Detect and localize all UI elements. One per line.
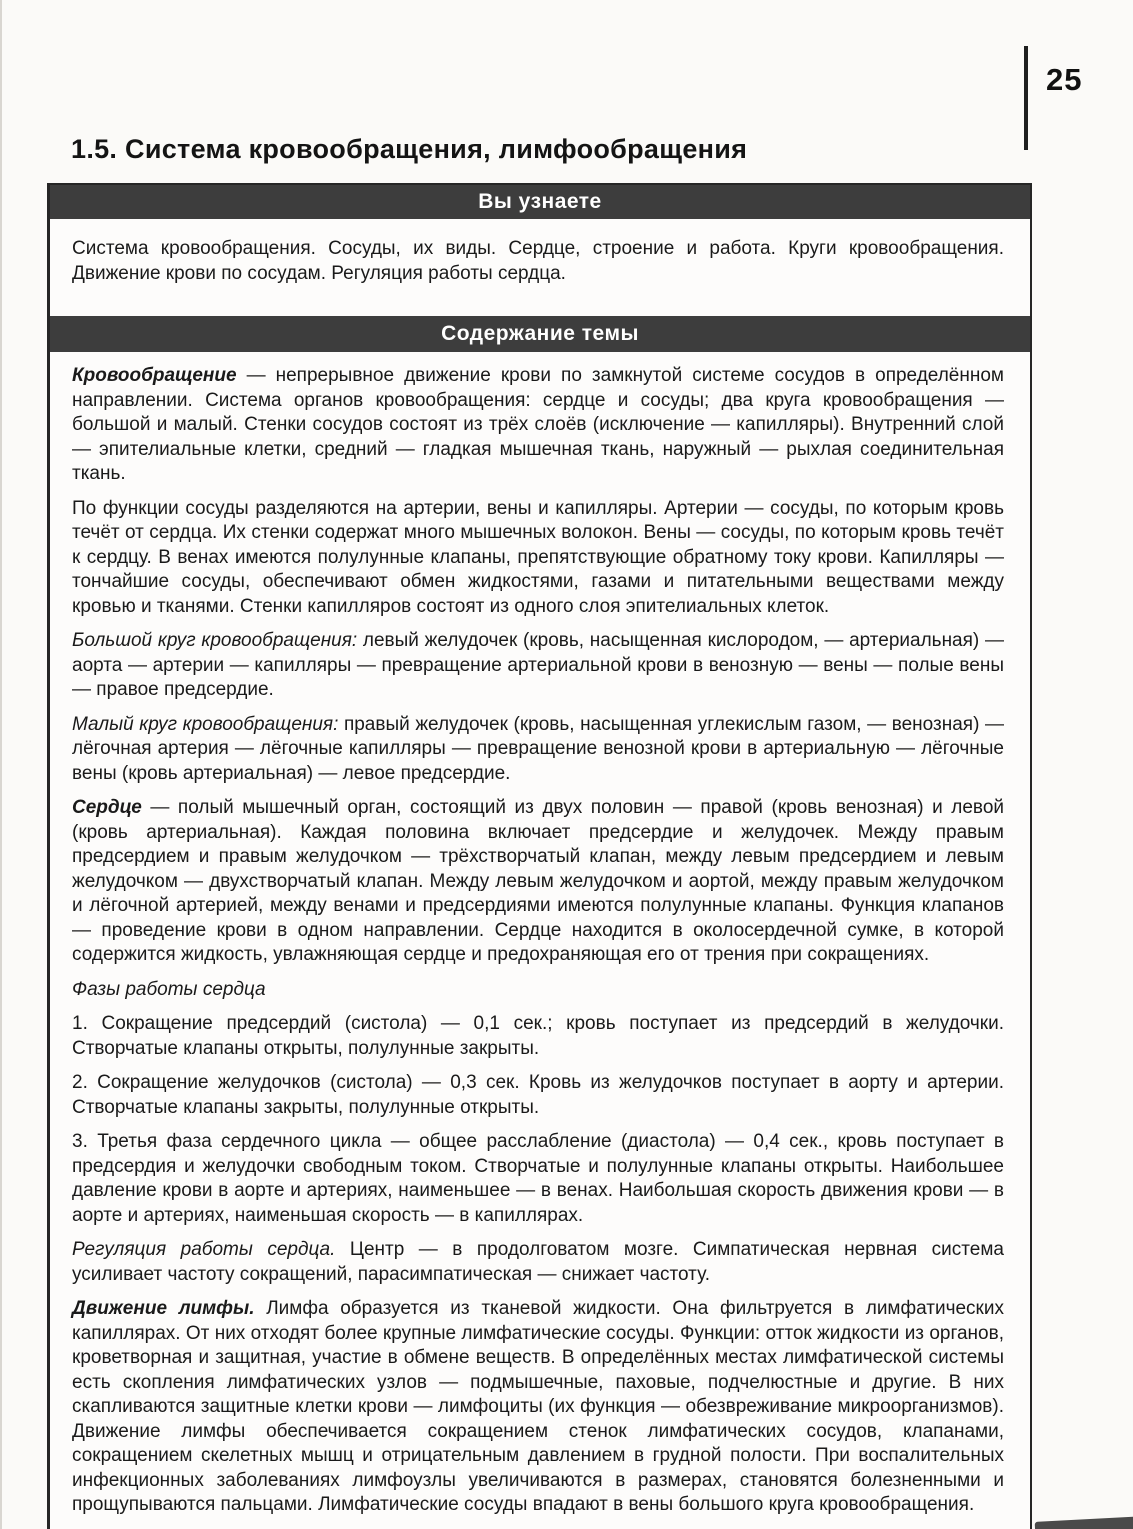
paragraph: 3. Третья фаза сердечного цикла — общее расслабление (диастола) — 0,4 сек., кровь поступает в предсердия и желудочки свободным током. Створчатые и полулунные клапаны открыты. Наибольшее давление крови в аорте и артериях, наименьшее — в венах. Наибольшая скорость движения крови — в аорте и артериях, наименьшая скорость — в капиллярах. bbox=[72, 1131, 1004, 1226]
topic-content-header: Содержание темы bbox=[50, 316, 1030, 352]
paragraph-lead: Фазы работы сердца bbox=[72, 978, 266, 1000]
paragraph-lead: Регуляция работы сердца. bbox=[72, 1239, 336, 1260]
you-will-learn-body: Система кровообращения. Сосуды, их виды. Сердце, строение и работа. Круги кровообращения. Движение крови по сосудам. Регуляция работы сердца. bbox=[72, 238, 1004, 284]
paragraph: 2. Сокращение желудочков (систола) — 0,3 сек. Кровь из желудочков поступает в аорту и артерии. Створчатые клапаны закрыты, полулунные открыты. bbox=[72, 1072, 1004, 1118]
page-number-divider bbox=[1024, 46, 1028, 150]
paragraph-lead: Большой круг кровообращения: bbox=[72, 630, 358, 651]
page-number: 25 bbox=[1046, 62, 1083, 97]
paragraph-lead: Сердце bbox=[72, 797, 142, 818]
paragraph: По функции сосуды разделяются на артерии, вены и капилляры. Артерии — сосуды, по которым кровь течёт от сердца. Их стенки содержат много мышечных волокон. Вены — сосуды, по которым кровь течёт к сердцу. В венах имеются полулунные клапаны, препятствующие обратному току крови. Капилляры — тончайшие сосуды, обеспечивают обмен жидкостями, газами и питательными веществами между кровью и тканями. Стенки капилляров состоят из одного слоя эпителиальных клеток. bbox=[72, 497, 1004, 617]
paragraph bbox=[72, 978, 1004, 1003]
scan-edge-artifact bbox=[1035, 1516, 1133, 1529]
paragraph: Большой круг кровообращения: левый желудочек (кровь, насыщенная кислородом, — артериальная) — аорта — артерии — капилляры — превращение артериальной крови в венозную — вены — полые вены — правое предсердие. bbox=[72, 630, 1004, 700]
paragraph-lead: Кровообращение bbox=[72, 365, 237, 386]
paragraph: Движение лимфы. Лимфа образуется из тканевой жидкости. Она фильтруется в лимфатических капиллярах. От них отходят более крупные лимфатические сосуды. Функции: отток жидкости из органов, кроветворная и защитная, участие в обмене веществ. В определённых местах лимфатической системы есть скопления лимфатических узлов — подмышечные, паховые, подчелюстные и другие. В них скапливаются защитные клетки крови — лимфоциты (их функция — обезвреживание микроорганизмов). Движение лимфы обеспечивается сокращением стенок лимфатических сосудов, клапанами, сокращением скелетных мышц и отрицательным давлением в грудной полости. При воспалительных инфекционных заболеваниях лимфоузлы увеличиваются в размерах, становятся болезненными и прощупываются пальцами. Лимфатические сосуды впадают в вены большого круга кровообращения. bbox=[72, 1298, 1004, 1515]
paragraph: Регуляция работы сердца. Центр — в продолговатом мозге. Симпатическая нервная система усиливает частоту сокращений, парасимпатическая — снижает частоту. bbox=[72, 1239, 1004, 1285]
section-title: 1.5. Система кровообращения, лимфообращения bbox=[71, 134, 748, 164]
paragraph-lead: Малый круг кровообращения: bbox=[72, 713, 339, 735]
paragraph: Кровообращение — непрерывное движение крови по замкнутой системе сосудов в определённом направлении. Система органов кровообращения: сердце и сосуды; два круга кровообращения — большой и малый. Стенки сосудов состоят из трёх слоёв (исключение — капилляры). Внутренний слой — эпителиальные клетки, средний — гладкая мышечная ткань, наружный — рыхлая соединительная ткань. bbox=[72, 365, 1004, 484]
you-will-learn-header: Вы узнаете bbox=[50, 185, 1030, 219]
paragraph-lead: Движение лимфы. bbox=[72, 1298, 255, 1319]
paragraph: 1. Сокращение предсердий (систола) — 0,1 сек.; кровь поступает из предсердий в желудочки. Створчатые клапаны открыты, полулунные закрыты. bbox=[72, 1013, 1004, 1059]
paragraph: Малый круг кровообращения: правый желудочек (кровь, насыщенная углекислым газом, — венозная) — лёгочная артерия — лёгочные капилляры — превращение венозной крови в артериальную — лёгочные вены (кровь артериальная) — левое предсердие. bbox=[72, 713, 1004, 784]
topic-paragraphs bbox=[50, 352, 1030, 1529]
content-box bbox=[47, 183, 1032, 1529]
scan-gutter-line bbox=[0, 0, 2, 1529]
paragraph: Сердце — полый мышечный орган, состоящий из двух половин — правой (кровь венозная) и левой (кровь артериальная). Каждая половина включает предсердие и желудочек. Между правым предсердием и правым желудочком — трёхстворчатый клапан, между левым предсердием и левым желудочком — двухстворчатый клапан. Между левым желудочком и аортой, между правым желудочком и лёгочной артерией, между венами и предсердиями имеются полулунные клапаны. Функция клапанов — проведение крови в одном направлении. Сердце находится в околосердечной сумке, в которой содержится жидкость, увлажняющая сердце и предохраняющая его от трения при сокращениях. bbox=[72, 797, 1004, 965]
